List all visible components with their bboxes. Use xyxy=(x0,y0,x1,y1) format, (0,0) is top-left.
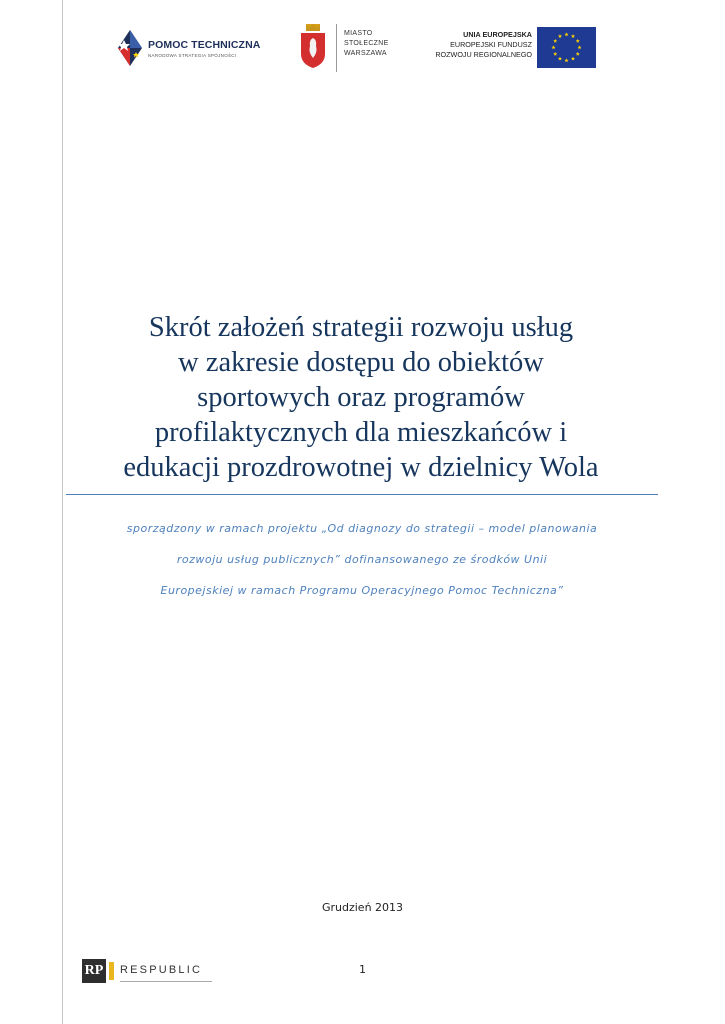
pomoc-techniczna-logo xyxy=(116,26,276,70)
document-subtitle xyxy=(66,513,658,606)
warszawa-logo-separator xyxy=(336,24,337,72)
warszawa-line-2: STOŁECZNE xyxy=(344,40,389,47)
ue-logo-text xyxy=(435,30,532,60)
respublic-initials: RP xyxy=(82,959,106,983)
warszawa-line-3: WARSZAWA xyxy=(344,50,387,57)
title-line-4: profilaktycznych dla mieszkańców i xyxy=(154,417,568,448)
page-margin-line xyxy=(62,0,63,1024)
eu-flag-icon xyxy=(537,27,596,68)
warszawa-logo-text xyxy=(344,29,389,59)
unia-europejska-logo xyxy=(430,27,600,71)
ue-line-2: EUROPEJSKI FUNDUSZ xyxy=(450,40,532,49)
respublic-underline xyxy=(120,981,212,982)
pomoc-techniczna-title: POMOC TECHNICZNA xyxy=(148,39,261,51)
title-line-2: w zakresie dostępu do obiektów xyxy=(178,347,544,378)
warszawa-logo xyxy=(300,24,400,74)
subtitle-line-3: Europejskiej w ramach Programu Operacyjnego Pomoc Techniczna” xyxy=(160,584,564,597)
document-date: Grudzień 2013 xyxy=(321,901,404,914)
title-line-1: Skrót założeń strategii rozwoju usług xyxy=(148,312,574,343)
title-line-5: edukacji prozdrowotnej w dzielnicy Wola xyxy=(123,452,599,483)
pomoc-techniczna-subtitle: NARODOWA STRATEGIA SPÓJNOŚCI xyxy=(148,53,237,58)
page-number: 1 xyxy=(359,963,366,976)
warszawa-coat-of-arms-icon xyxy=(300,24,326,68)
title-underline xyxy=(66,494,658,495)
respublic-name: RESPUBLIC xyxy=(120,964,203,976)
ue-line-3: ROZWOJU REGIONALNEGO xyxy=(435,50,532,59)
ue-line-1: UNIA EUROPEJSKA xyxy=(463,30,532,39)
document-title xyxy=(66,310,656,485)
pomoc-techniczna-emblem-icon xyxy=(116,26,146,70)
warszawa-line-1: MIASTO xyxy=(344,30,373,37)
subtitle-line-2: rozwoju usług publicznych” dofinansowanego ze środków Unii xyxy=(176,553,548,566)
subtitle-line-1: sporządzony w ramach projektu „Od diagnozy do strategii – model planowania xyxy=(126,522,598,535)
title-line-3: sportowych oraz programów xyxy=(197,382,525,413)
